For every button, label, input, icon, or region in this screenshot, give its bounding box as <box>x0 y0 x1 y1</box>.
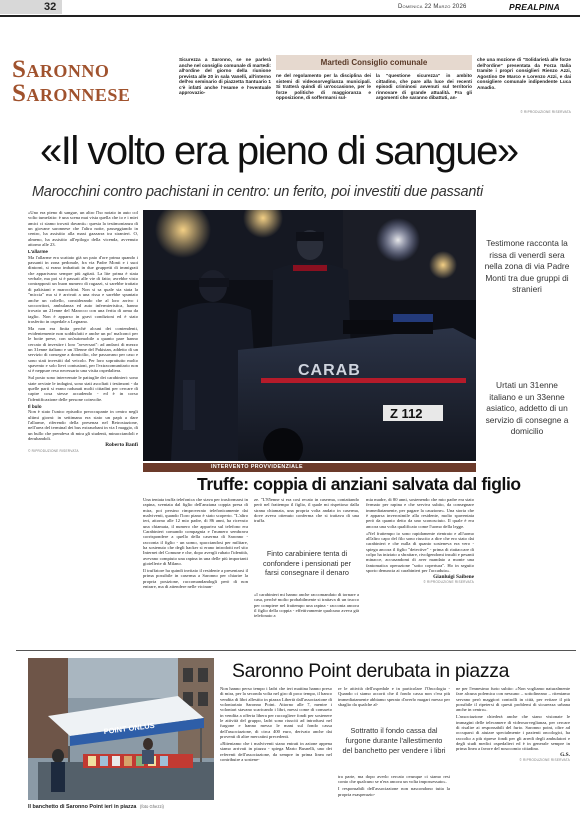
bottom-divider <box>16 650 576 651</box>
truffe-credit: © RIPRODUZIONE RISERVATA <box>423 580 474 585</box>
bottom-article-col1-p2: «Riteniamo che i malviventi siano entrati in azione appena siamo arrivati in piazza - spiega Mario Busnelli, uno dei referenti dell'associazione, da sempre in prima linea nel contribuire a sostene- <box>220 740 332 762</box>
bottom-photo-caption <box>28 804 228 810</box>
section-title-line1: Saronno <box>12 56 110 83</box>
main-article-author: Roberto Banfi <box>105 442 138 449</box>
main-article-sub1: L'allarme <box>28 249 48 255</box>
bottom-photo-scene <box>28 658 214 800</box>
bottom-article-col2 <box>338 686 450 709</box>
main-photo-scene <box>143 210 476 461</box>
bottom-article-quote: Sottratto il fondo cassa dal furgone durante l'allestimento del banchetto per vendere i libri <box>342 726 446 755</box>
bottom-article-col2-rest <box>338 774 450 798</box>
main-article-sub2: Il bulo <box>28 404 42 410</box>
main-article-p2: Ma l'allarme era scattato già un paio d'ore prima quando i passanti in zona pedonale, fra via Padre Monti e i suoi dintorni, si erano imbattuti in due gruppetti di immigrati che apparivano sempre più agitati. La lite prima è stata verbale, ma poi si è passati alle vie di fatto; avrebbe visto contrapposti un buon numero di ragazzi, si sarebbe trattato di pakistani e marocchini. Non si sa quale sia stata la "miccia" ma si è arrivati a una rissa e sarebbe spuntato anche un coltello, considerando che al loro arrivo i soccorritori, ambulanza ed auto infermieristica, hanno trovato un 21enne del Marocco con una ferita di arma da taglio. Non è apparso in gravi condizioni ed è stato trasferito in ospedale a Legnano. <box>28 254 138 324</box>
top-brief-credit: © RIPRODUZIONE RISERVATA <box>520 110 571 114</box>
truffe-col1-p2: Il truffatore ha quindi invitato il residente a presentarsi il prima possibile in caserma a Saronno per chiarire la propria posizione, raccomandandogli però di non entrare, ma di attendere nelle vicinan- <box>143 567 248 589</box>
bottom-article-col3-p1: ne per l'ennesimo furto subito: «Non vogliamo naturalmente fare alcuna polemica con nessuno – sottolineano – riteniamo servano però maggiori controlli in città, per evitare il più possibile il ripetersi di questi problemi di sicurezza urbana anche in centro». <box>456 686 570 713</box>
bottom-article-author: G.S. <box>560 752 570 759</box>
main-headline: «Il volto era pieno di sangue» <box>40 129 518 173</box>
section-title <box>12 56 180 107</box>
truffe-col1-p1: Una tentata truffa telefonica che stava per trasformarsi in rapina, sventata dal figlio dell'anziana coppia presa di mira, poi persino rimproverato telefonicamente dai malviventi, quando l'loro piano è stato scoperto. "L'altro ieri, attorno alle 12 mio padre, di 86 anni, ha ricevuto una chiamata, il numero che appariva sul telefono era Carabinieri comando compagnia e l'numero sembrava corrispondere a quello della caserma di Saronno - racconta il figlio - un uomo, spacciandosi per militare, ha sostenuto che degli hacker si erano introdotti nel sito Internet del Comune e che, dopo avergli rubato l'identità, avevano compiuto una rapina in una delle più importanti gioiellerie di Milano. <box>143 497 248 567</box>
tent-label: POINT ONLUS <box>103 720 156 736</box>
bottom-article-col3-p2: L'associazione chiederà anche che siano visionate le immagini delle telecamere di videosorveglianza, per cercare di risalire ai responsabili del furto. Saronno point, oltre ad occuparsi di aiutare specialmente i pazienti oncologici, ha raccolto a più riprese fondi per gli arredi degli ambulatori e degli studi medici ospedalieri ed è in generale sempre in prima linea a favore del nosocomio cittadino. <box>456 714 570 752</box>
truffe-col2b: «I carabinieri mi hanno anche raccomandato di tornare a casa, perché molto probabilmente si trattava di un trucco per compiere nel frattempo una rapina - racconta ancora il figlio della coppia - effettivamente qualcuno aveva già telefonato a <box>254 592 359 619</box>
header-brand: PREALPINA <box>509 2 560 12</box>
side-caption-1: Testimone racconta la rissa di venerdì sera nella zona di via Padre Monti tra due gruppi di stranieri <box>484 238 570 294</box>
bottom-photo-caption-credit: (foto Ghezzi) <box>139 804 164 809</box>
page-number: 32 <box>44 1 57 13</box>
truffe-author: Gianluigi Saibene <box>433 573 474 580</box>
bottom-article-credit: © RIPRODUZIONE RISERVATA <box>519 758 570 763</box>
header-date: Domenica 22 Marzo 2026 <box>398 4 467 10</box>
bottom-article-col1-p1: Non hanno perso tempo i ladri che ieri mattina hanno preso di mira, per la seconda volta nel giro di poco tempo, il banco vendita di libri allestito in piazza Libertà dall'associazione di volontariato Saronno Point. Attorno alle 7, mentre i volontari stavano scaricando i libri, messi come di consueto in vendita a offerta libera per raccogliere fondi per sostenere le attività del gruppo, ladri sono riusciti ad introdursi nel furgone e hanno messo le mani sul fondo cassa dell'associazione, di circa 400 euro, derivato anche dai proventi di altre mercatini precedenti. <box>220 686 332 740</box>
truffe-col3 <box>366 497 474 586</box>
top-brief-col4: che una mozione di "Solidarietà alle forze dell'ordine" presentata da Forza Italia tramite i propri consiglieri Rienzo Azzi, Agostino De Marco e Lorenzo Azzi, e dai consigliere comunale indipendente Luca Amadio. <box>477 57 571 90</box>
bottom-article-col2-p1: re le attività dell'ospedale e in particolare l'Oncologia - Quando ci siamo accorti che il fondo cassa non c'era più immediatamente abbiamo sperato d'averlo magari messo per sbaglio da qualche al- <box>338 686 450 708</box>
top-brief-col3: la "questione sicurezza" in ambito cittadino, che pare alla luce dei recenti episodi criminosi avvenuti sul territorio rinnovare di grande attualità. Fra gli argomenti che saranno dibattuti, an- <box>376 73 472 100</box>
truffe-title: Truffe: coppia di anziani salvata dal figlio <box>197 474 521 494</box>
bottom-article-col2-p2: tra parte, ma dopo averlo cercato ovunque ci siamo resi conto che qualcuno se n'era ancora un volta impossessato». <box>338 774 450 785</box>
truffe-tag-text: INTERVENTO PROVVIDENZIALE <box>211 464 303 470</box>
main-article-p5: Non è stato l'unico episodio preoccupante in centro negli ultimi giorni: in settimana era stato un papà a dare l'allarme, riferendo della presenza nel Retrostazione, nell'area del terminal dei bus extraurbani in via I maggio, di un bullo che prendeva di mira gli studenti, minacciandoli e derubandoli. <box>28 409 138 442</box>
bottom-article-col3 <box>456 686 570 764</box>
side-caption-2: Urtati un 31enne italiano e un 33enne asiatico, addetto di un servizio di consegne a domicilio <box>485 380 569 436</box>
truffe-col2 <box>254 497 359 525</box>
car-plate: Z 112 <box>390 406 423 421</box>
main-subheadline: Marocchini contro pachistani in centro: un ferito, poi investiti due passanti <box>32 184 483 200</box>
main-article-p3: Ma non era finita perché alcuni dei contendenti, evidentemente non soddisfatti e anche un po' malconci per le botte prese, con un'automobile a quanto pare hanno cercato di investire i loro "avversari": ad andarci di mezzo un 31enne italiano e un 33enne del Pakistan, addetto di un servizio di consegne a domicilio, che passavano per caso e sono stati investiti dal veicolo. Per loro soprattutto molto spavento e solo lievi contusioni, per l'extracomunitario non si è neppure reso necessario una visita ospedaliera. <box>28 325 138 374</box>
bottom-photo <box>28 658 214 800</box>
truffe-tag <box>143 463 476 472</box>
page-header <box>0 0 580 16</box>
bottom-photo-caption-text: Il banchetto di Saronno Point ieri in piazza <box>28 804 137 810</box>
truffe-col2-p1: ze. "L'85enne si era così recato in caserma, contattando però nel frattempo il figlio, il quale mi rispettoso dalla strana chiamata, una propria volta andato in caserma, dove aveva ottenuto conferma che si trattava di una truffa. <box>254 497 359 524</box>
bottom-article-col2-p3: I responsabili dell'associazione non nascondono tutta la propria esasperazio- <box>338 786 450 797</box>
bottom-article-title: Saronno Point derubata in piazza <box>232 660 510 682</box>
bottom-article-col1 <box>220 686 332 764</box>
truffe-col3-p2: «Nel frattempo io sono rapidamente rientrato e all'uomo all'altro capo del filo sono riuscito a dire che ero stato dai carabinieri e che nulla di quanto sosteneva era vero - spiega ancora il figlio "detective" - prima di riattaccare di colpo ha iniziato a sbraitare, rivolgendomi insulti e pesanti minacce, accusandomi di aver mandato a monte una fantomatica operazione "sotto copertura". Ho in seguito sporto denuncia ai carabinieri per l'accaduto». <box>366 530 474 573</box>
truffe-col3-p1: mia madre, di 80 anni, sostenendo che mio padre era stato fermato per rapina e che serviva subito, da consegnare immediatamente, per pagare la cauzione». Una storia che è apparsa inverosimile alla residente, molto spaventata però da quanto detto da uno sconosciuto. Il quale è era ancora una volta qualificato come l'uomo della legge. <box>366 497 474 529</box>
main-article-p1: «Uno era pieno di sangue, un altro l'ho notato in auto col volto tumefatto: è una scena mai vista quella che io e i miei amici ci siamo trovati davanti»: questa la testimonianza di un giovane saronnese che l'altra notte, passeggiando in centro, ha assistito alla maxi gazzarra tra stranieri. O, almeno, ha assistito all'epilogo della vicenda, avvenuto attorno alle 23. <box>28 210 138 248</box>
main-article <box>28 210 138 630</box>
truffe-col1 <box>143 497 248 591</box>
main-photo <box>143 210 476 461</box>
car-lettering: CARAB <box>298 362 361 379</box>
top-brief-col2: ne del regolamento per la disciplina dei sistemi di videosorveglianza municipali. Si tratterà quindi di un'occasione, per le forze politiche di maggioranza e opposizione, di soffermarsi sul- <box>276 73 371 100</box>
main-article-credit: © RIPRODUZIONE RISERVATA <box>28 448 79 453</box>
header-rule <box>0 15 580 17</box>
top-brief-col1: Sicurezza a Saronno, se ne parlerà anche nel consiglio comunale di martedì: all'ordine del giorno della riunione prevista alle 20 in sala Vanelli, all'interno dell'ex seminario di piazzetta Santuario 1 c'è infatti anche l'esame e l'eventuale approvazio- <box>179 57 271 95</box>
main-article-p4: Sul posto sono intervenute le pattuglie dei carabinieri: sono state avviate le indagini, sono stati ascoltati i testimoni - da quelle parti si erano radunati molti cittadini per cercare di capire cosa stesse accadendo - ed è in corso l'identificazione delle persone coinvolte. <box>28 375 138 402</box>
truffe-quote: Finto carabiniere tenta di confondere i pensionati per farsi consegnare il denaro <box>262 549 352 578</box>
section-title-line2: Saronnese <box>12 80 131 107</box>
top-brief-title: Martedì Consiglio comunale <box>320 58 428 67</box>
